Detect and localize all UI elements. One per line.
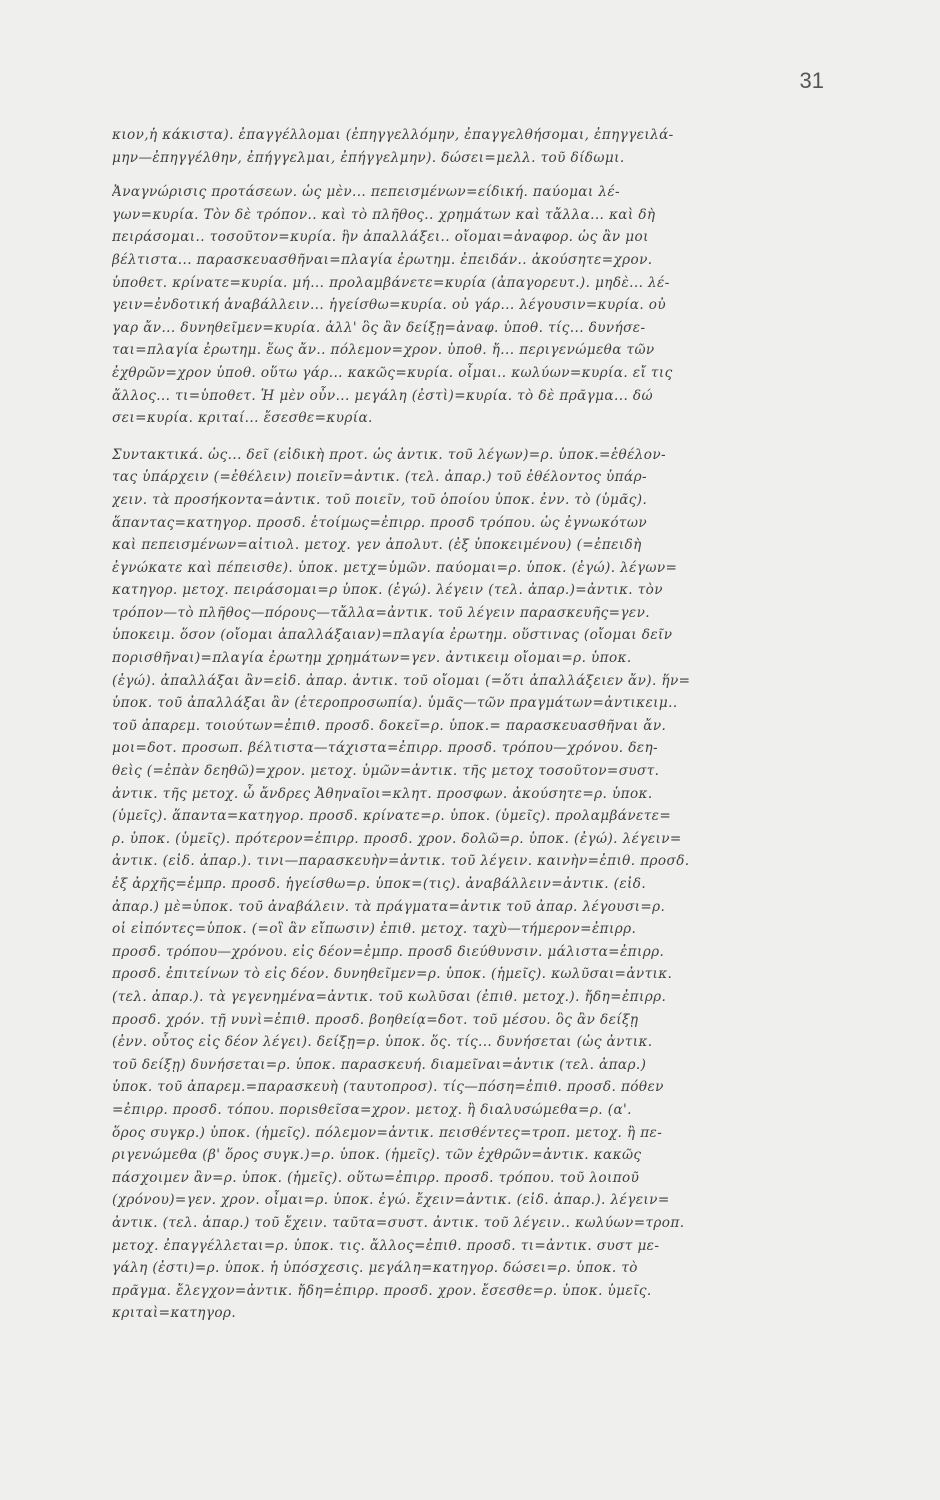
text-line: ρ. ὑποκ. (ὑμεῖς). πρότερον=ἐπιρρ. προσδ. χρον. δολῶ=ρ. ὑποκ. (ἐγώ). λέγειν= (112, 830, 682, 847)
text-line: ὑποκειμ. ὅσον (οἴομαι ἀπαλλάξαιαν)=πλαγία ἐρωτημ. οὕστινας (οἴομαι δεῖν (112, 627, 673, 644)
text-line: Συντακτικά. ὡς... δεῖ (εἰδικὴ προτ. ὡς ἀντικ. τοῦ λέγων)=ρ. ὑποκ.=ἐθέλον- (112, 446, 667, 463)
text-line: μην—ἐπηγγέλθην, ἐπήγγελμαι, ἐπήγγελμην). δώσει=μελλ. τοῦ δίδωμι. (112, 149, 625, 166)
text-line: βέλτιστα... παρασκευασθῆναι=πλαγία ἐρωτημ. ἐπειδάν.. ἀκούσητε=χρον. (112, 251, 653, 268)
paragraph-1 (112, 124, 812, 169)
text-line: (ἐγώ). ἀπαλλάξαι ἂν=εἰδ. ἀπαρ. ἀντικ. τοῦ οἴομαι (=ὅτι ἀπαλλάξειεν ἄν). ἥν= (112, 672, 691, 689)
text-line: καὶ πεπεισμένων=αἰτιολ. μετοχ. γεν ἀπολυτ. (ἐξ ὑποκειμένου) (=ἐπειδὴ (112, 537, 642, 554)
text-line: κριταὶ=κατηγορ. (112, 1305, 237, 1322)
text-line: ἀντικ. τῆς μετοχ. ὦ ἄνδρες Ἀθηναῖοι=κλητ. προσφων. ἀκούσητε=ρ. ὑποκ. (112, 785, 653, 802)
text-line: προσδ. τρόπου—χρόνου. εἰς δέον=ἐμπρ. προσδ διεύθυνσιν. μάλιστα=ἐπιρρ. (112, 943, 665, 960)
paragraph-gap (112, 169, 812, 181)
text-line: πειράσομαι.. τοσοῦτον=κυρία. ἣν ἀπαλλάξει.. οἴομαι=ἀναφορ. ὡς ἂν μοι (112, 229, 649, 246)
text-line: ἅπαντας=κατηγορ. προσδ. ἑτοίμως=ἐπιρρ. προσδ τρόπου. ὡς ἐγνωκότων (112, 514, 647, 531)
text-line: σει=κυρία. κριταί... ἔσεσθε=κυρία. (112, 410, 373, 427)
text-line: μετοχ. ἐπαγγέλλεται=ρ. ὑποκ. τις. ἄλλος=ἐπιθ. προσδ. τι=ἀντικ. συστ με- (112, 1237, 660, 1254)
text-line: ὅρος συγκρ.) ὑποκ. (ἡμεῖς). πόλεμον=ἀντικ. πεισθέντες=τροπ. μετοχ. ἢ πε- (112, 1124, 663, 1141)
text-line: ἀπαρ.) μὲ=ὑποκ. τοῦ ἀναβάλειν. τὰ πράγματα=ἀντικ τοῦ ἀπαρ. λέγουσι=ρ. (112, 898, 666, 915)
text-line: ὑποθετ. κρίνατε=κυρία. μή... προλαμβάνετε=κυρία (ἀπαγορευτ.). μηδὲ... λέ- (112, 274, 670, 291)
text-line: πρᾶγμα. ἔλεγχον=ἀντικ. ἤδη=ἐπιρρ. προσδ. χρον. ἔσεσθε=ρ. ὑποκ. ὑμεῖς. (112, 1282, 652, 1299)
text-line: μοι=δοτ. προσωπ. βέλτιστα—τάχιστα=ἐπιρρ. προσδ. τρόπου—χρόνου. δεη- (112, 740, 659, 757)
text-line: (ἐνν. οὗτος εἰς δέον λέγει). δείξῃ=ρ. ὑποκ. ὅς. τίς... δυνήσεται (ὡς ἀντικ. (112, 1034, 653, 1051)
page-number: 31 (799, 68, 824, 93)
text-line: γαρ ἄν... δυνηθεῖμεν=κυρία. ἀλλ' ὃς ἂν δείξῃ=ἀναφ. ὑποθ. τίς... δυνήσε- (112, 319, 646, 336)
text-line: ἐγνώκατε καὶ πέπεισθε). ὑποκ. μετχ=ὑμῶν. παύομαι=ρ. ὑποκ. (ἐγώ). λέγων= (112, 559, 678, 576)
text-line: γων=κυρία. Τὸν δὲ τρόπον.. καὶ τὸ πλῆθος.. χρημάτων καὶ τἄλλα... καὶ δὴ (112, 206, 656, 223)
text-line: ριγενώμεθα (β' ὅρος συγκ.)=ρ. ὑποκ. (ἡμεῖς). τῶν ἐχθρῶν=ἀντικ. κακῶς (112, 1147, 642, 1164)
text-line: τρόπον—τὸ πλῆθος—πόρους—τἄλλα=ἀντικ. τοῦ λέγειν παρασκευῆς=γεν. (112, 604, 651, 621)
text-line: προσδ. χρόν. τῇ νυνὶ=ἐπιθ. προσδ. βοηθείᾳ=δοτ. τοῦ μέσου. ὃς ἂν δείξῃ (112, 1011, 639, 1028)
text-line: ἄλλος... τι=ὑποθετ. Ἡ μὲν οὖν... μεγάλη (ἐστὶ)=κυρία. τὸ δὲ πρᾶγμα... δώ (112, 387, 653, 404)
text-block (112, 124, 812, 1325)
text-line: κατηγορ. μετοχ. πειράσομαι=ρ ὑποκ. (ἐγώ). λέγειν (τελ. ἀπαρ.)=ἀντικ. τὸν (112, 582, 663, 599)
text-line: Ἀναγνώρισις προτάσεων. ὡς μὲν... πεπεισμένων=είδική. παύομαι λέ- (112, 184, 621, 201)
text-line: ἐχθρῶν=χρον ὑποθ. οὕτω γάρ... κακῶς=κυρία. οἶμαι.. κωλύων=κυρία. εἴ τις (112, 364, 673, 381)
paragraph-gap (112, 430, 812, 444)
text-line: κιον,ἡ κάκιστα). ἐπαγγέλλομαι (ἐπηγγελλόμην, ἐπαγγελθήσομαι, ἐπηγγειλά- (112, 127, 674, 143)
text-line: ὑποκ. τοῦ ἀπαλλάξαι ἂν (ἑτεροπροσωπία). ὑμᾶς—τῶν πραγμάτων=ἀντικειμ.. (112, 695, 678, 712)
text-line: οἱ εἰπόντες=ὑποκ. (=οἳ ἂν εἴπωσιν) ἐπιθ. μετοχ. ταχὺ—τήμερον=ἐπιρρ. (112, 921, 637, 938)
text-line: γειν=ἐνδοτική ἀναβάλλειν... ἡγείσθω=κυρία. οὐ γάρ... λέγουσιν=κυρία. οὐ (112, 297, 667, 314)
text-line: (τελ. ἀπαρ.). τὰ γεγενημένα=ἀντικ. τοῦ κωλῦσαι (ἐπιθ. μετοχ.). ἤδη=ἐπιρρ. (112, 988, 667, 1005)
text-line: πάσχοιμεν ἂν=ρ. ὑποκ. (ἡμεῖς). οὕτω=ἐπιρρ. προσδ. τρόπου. τοῦ λοιποῦ (112, 1169, 640, 1186)
paragraph-2 (112, 181, 812, 430)
text-line: ἀντικ. (εἰδ. ἀπαρ.). τινι—παρασκευὴν=ἀντικ. τοῦ λέγειν. καινὴν=ἐπιθ. προσδ. (112, 853, 690, 870)
text-line: ἐξ ἀρχῆς=ἐμπρ. προσδ. ἡγείσθω=ρ. ὑποκ=(τις). ἀναβάλλειν=ἀντικ. (εἰδ. (112, 876, 647, 892)
text-line: προσδ. ἐπιτείνων τὸ εἰς δέον. δυνηθεῖμεν=ρ. ὑποκ. (ἡμεῖς). κωλῦσαι=ἀντικ. (112, 966, 673, 983)
text-line: πορισθῆναι)=πλαγία ἐρωτημ χρημάτων=γεν. ἀντικειμ οἴομαι=ρ. ὑποκ. (112, 650, 632, 667)
text-line: θεὶς (=ἐπὰν δεηθῶ)=χρον. μετοχ. ὑμῶν=ἀντικ. τῆς μετοχ τοσοῦτον=συστ. (112, 763, 660, 780)
text-line: ται=πλαγία ἐρωτημ. ἕως ἄν.. πόλεμον=χρον. ὑποθ. ἤ... περιγενώμεθα τῶν (112, 342, 655, 359)
text-line: =ἐπιρρ. προσδ. τόπου. ποριsθεῖσα=χρον. μετοχ. ἢ διαλυσώμεθα=ρ. (α'. (112, 1101, 632, 1118)
text-line: τας ὑπάρχειν (=ἐθέλειν) ποιεῖν=ἀντικ. (τελ. ἀπαρ.) τοῦ ἐθέλοντος ὑπάρ- (112, 469, 647, 486)
paragraph-3 (112, 444, 812, 1325)
text-line: (ὑμεῖς). ἅπαντα=κατηγορ. προσδ. κρίνατε=ρ. ὑποκ. (ὑμεῖς). προλαμβάνετε= (112, 808, 672, 825)
text-line: τοῦ ἀπαρεμ. τοιούτων=ἐπιθ. προσδ. δοκεῖ=ρ. ὑποκ.= παρασκευασθῆναι ἄν. (112, 717, 667, 734)
text-line: γάλη (ἐστι)=ρ. ὑποκ. ἡ ὑπόσχεσις. μεγάλη=κατηγορ. δώσει=ρ. ὑποκ. τὸ (112, 1260, 638, 1277)
text-line: τοῦ δείξῃ) δυνήσεται=ρ. ὑποκ. παρασκευή. διαμεῖναι=ἀντικ (τελ. ἀπαρ.) (112, 1056, 647, 1073)
text-line: (χρόνου)=γεν. χρον. οἶμαι=ρ. ὑποκ. ἐγώ. ἔχειν=ἀντικ. (εἰδ. ἀπαρ.). λέγειν= (112, 1192, 670, 1209)
text-line: χειν. τὰ προσήκοντα=ἀντικ. τοῦ ποιεῖν, τοῦ ὁποίου ὑποκ. ἐνν. τὸ (ὑμᾶς). (112, 491, 648, 508)
text-line: ὑποκ. τοῦ ἀπαρεμ.=παρασκευὴ (ταυτοπροσ). τίς—πόση=ἐπιθ. προσδ. πόθεν (112, 1079, 664, 1096)
text-line: ἀντικ. (τελ. ἀπαρ.) τοῦ ἔχειν. ταῦτα=συστ. ἀντικ. τοῦ λέγειν.. κωλύων=τροπ. (112, 1214, 685, 1231)
